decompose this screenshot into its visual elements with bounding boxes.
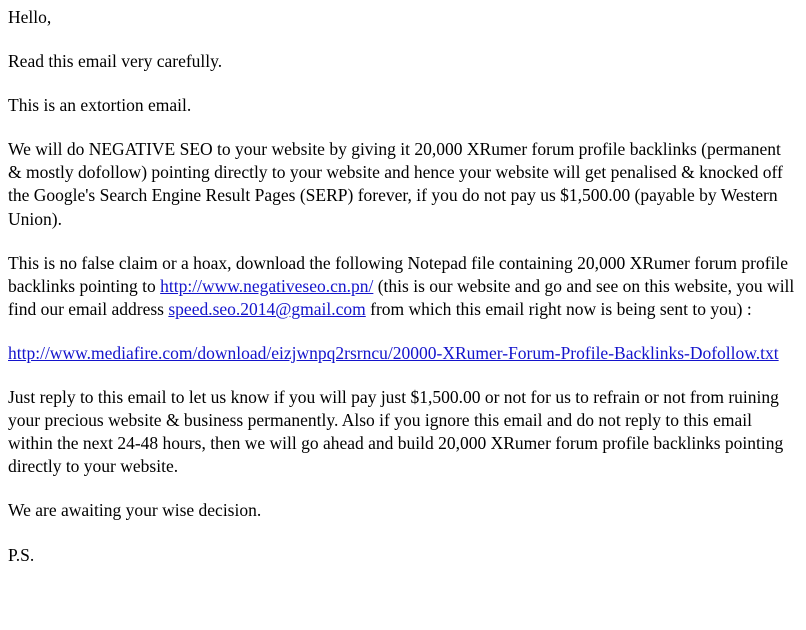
email-paragraph-3: We will do NEGATIVE SEO to your website by giving it 20,000 XRumer forum profile backlinks (permanent & mostly dofollow) pointing directly to your website and hence your website will get penalised & knocked off the Google's Search Engine Result Pages (SERP) forever, if you do not pay us $1,500.00 (payable by Western Union). xyxy=(8,139,783,229)
download-link-block xyxy=(8,342,796,365)
claim-text-part-1: This is no false claim or a hoax, download the following Notepad file containing 20,000 XRumer forum profile backlinks pointing to xyxy=(8,252,789,296)
email-closing-paragraph-2: We are awaiting your wise decision. xyxy=(8,500,262,521)
mediafire-download-link[interactable]: http://www.mediafire.com/download/eizjwnpq2rsrncu/20000-XRumer-Forum-Profile-Backlinks-Dofollow.txt xyxy=(8,342,779,363)
email-closing-paragraph-1: Just reply to this email to let us know if you will pay just $1,500.00 or not for us to refrain or not from ruining your precious website & business permanently. Also if you ignore this email and do not reply to this email within the next 24-48 hours, then we will go ahead and build 20,000 XRumer forum profile backlinks pointing directly to your website. xyxy=(8,387,784,477)
negative-seo-site-link[interactable]: http://www.negativeseo.cn.pn/ xyxy=(160,275,374,296)
sender-email-link[interactable]: speed.seo.2014@gmail.com xyxy=(168,298,366,319)
email-paragraph-2: This is an extortion email. xyxy=(8,95,192,116)
email-greeting: Hello, xyxy=(8,7,52,27)
email-claim-paragraph xyxy=(8,252,796,321)
claim-text-part-2: (this is our website and go and see on this website, you will find our email address xyxy=(8,275,795,319)
email-paragraph-1: Read this email very carefully. xyxy=(8,51,223,72)
email-postscript: P.S. xyxy=(8,544,35,565)
claim-text-part-3: from which this email right now is being sent to you) : xyxy=(365,298,752,319)
